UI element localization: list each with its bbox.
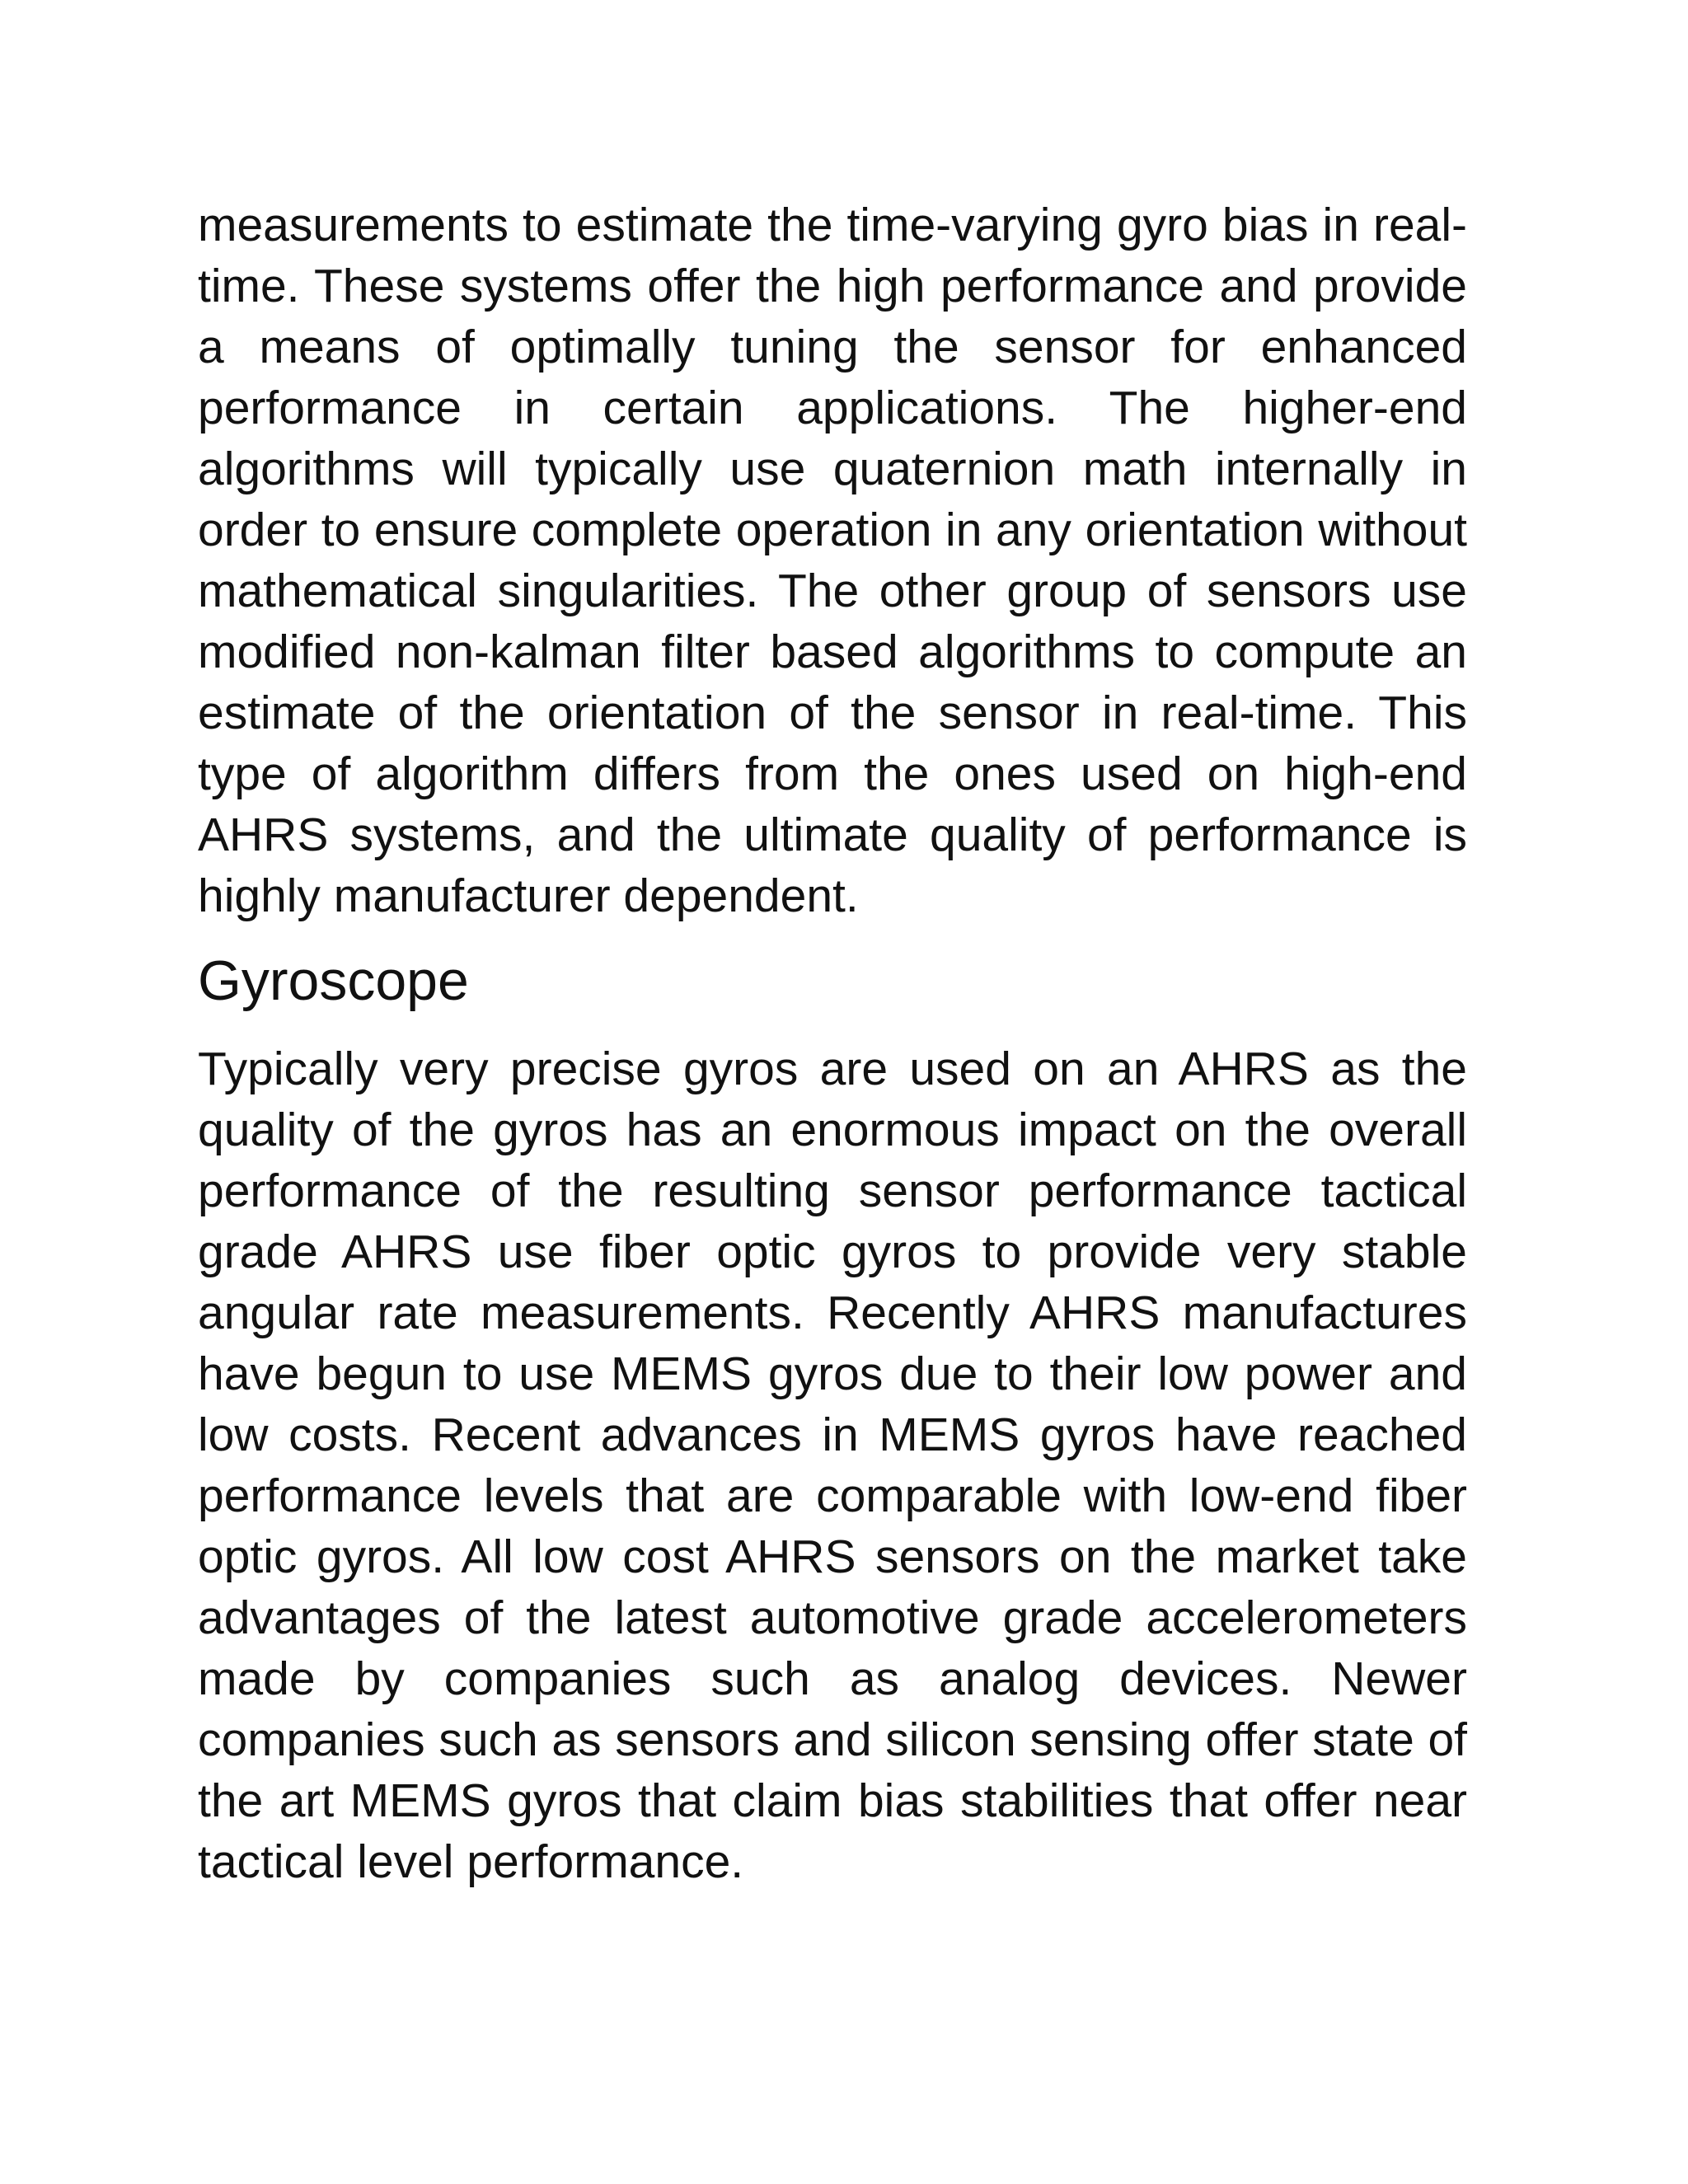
document-page [198,194,1467,1892]
section-heading-gyroscope: Gyroscope [198,949,469,1012]
body-paragraph-gyroscope: Typically very precise gyros are used on an AHRS as the quality of the gyros has an enormous impact on the overall performance of the resulting sensor performance tactical grade AHRS use fiber optic gyros to provide very stable angular rate measurements. Recently AHRS manufactures have begun to use MEMS gyros due to their low power and low costs. Recent advances in MEMS gyros have reached performance levels that are comparable with low-end fiber optic gyros. All low cost AHRS sensors on the market take advantages of the latest automotive grade accelerometers made by companies such as analog devices. Newer companies such as sensors and silicon sensing offer state of the art MEMS gyros that claim bias stabilities that offer near tactical level performance. [198,1043,1467,1888]
body-paragraph-intro: measurements to estimate the time-varying gyro bias in real-time. These systems offer the high performance and provide a means of optimally tuning the sensor for enhanced performance in certain applications. The higher-end algorithms will typically use quaternion math internally in order to ensure complete operation in any orientation without mathematical singularities. The other group of sensors use modified non-kalman filter based algorithms to compute an estimate of the orientation of the sensor in real-time. This type of algorithm differs from the ones used on high-end AHRS systems, and the ultimate quality of performance is highly manufacturer dependent. [198,199,1467,922]
